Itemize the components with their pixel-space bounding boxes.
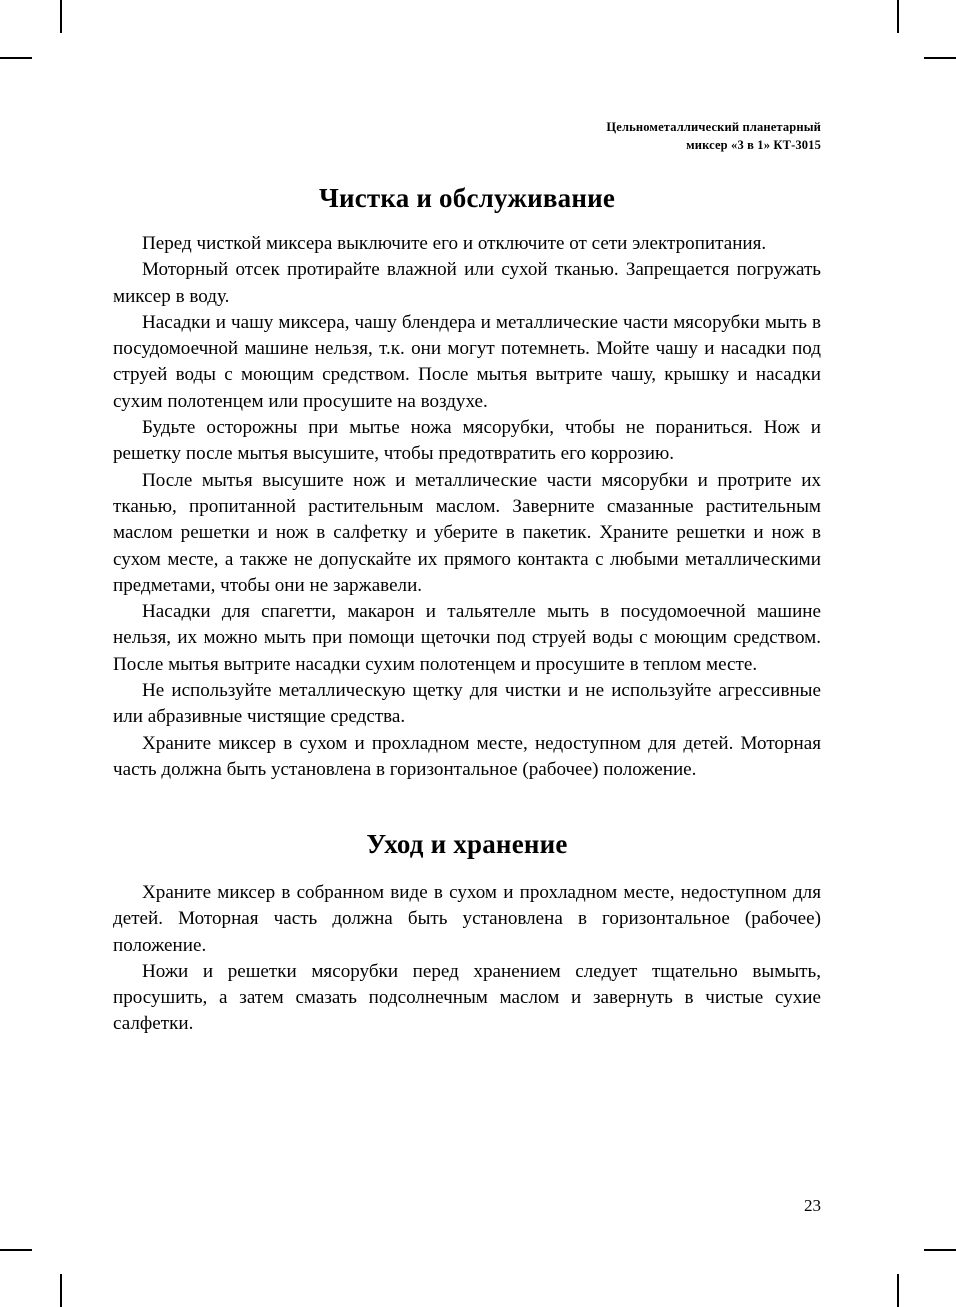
running-header: [113, 118, 821, 154]
paragraph: После мытья высушите нож и металлические части мясорубки и протрите их тканью, пропитанной растительным маслом. Заверните смазанные растительным маслом решетки и нож в салфетку и уберите в пакетик. Храните решетки и нож в сухом месте, а также не допускайте их прямого контакта с любыми металлическими предметами, чтобы они не заржавели.: [113, 469, 821, 596]
paragraph: Не используйте металлическую щетку для чистки и не используйте агрессивные или абразивные чистящие средства.: [113, 680, 821, 728]
paragraph: Ножи и решетки мясорубки перед хранением следует тщательно вымыть, просушить, а затем смазать подсолнечным маслом и завернуть в чистые сухие салфетки.: [113, 960, 821, 1035]
section-heading-cleaning: Чистка и обслуживание: [318, 183, 616, 213]
crop-mark-top-left-vertical: [60, 0, 62, 33]
running-header-line-2: миксер «3 в 1» КТ-3015: [686, 138, 821, 152]
crop-mark-bottom-left-horizontal: [0, 1249, 32, 1251]
page-content: [113, 0, 821, 1307]
section-body-storage: [113, 880, 821, 1038]
paragraph: Моторный отсек протирайте влажной или сухой тканью. Запрещается погружать миксер в воду.: [113, 259, 821, 307]
paragraph: Насадки для спагетти, макарон и тальятелле мыть в посудомоечной машине нельзя, их можно мыть при помощи щеточки под струей воды с моющим средством. После мытья вытрите насадки сухим полотенцем и просушите в теплом месте.: [113, 601, 821, 675]
crop-mark-top-left-horizontal: [0, 57, 32, 59]
crop-mark-top-right-vertical: [897, 0, 899, 33]
paragraph: Перед чисткой миксера выключите его и отключите от сети электропитания.: [142, 233, 767, 254]
paragraph: Храните миксер в сухом и прохладном месте, недоступном для детей. Моторная часть должна быть установлена в горизонтальное (рабочее) положение.: [113, 732, 821, 780]
paragraph: Будьте осторожны при мытье ножа мясорубки, чтобы не пораниться. Нож и решетку после мытья высушите, чтобы предотвратить его коррозию.: [113, 417, 821, 465]
paragraph: Храните миксер в собранном виде в сухом и прохладном месте, недоступном для детей. Моторная часть должна быть установлена в горизонтальное (рабочее) положение.: [113, 882, 821, 956]
crop-mark-top-right-horizontal: [924, 57, 956, 59]
running-header-line-1: Цельнометаллический планетарный: [606, 120, 821, 134]
crop-mark-bottom-right-vertical: [897, 1274, 899, 1307]
page-number: 23: [804, 1196, 821, 1215]
section-body-cleaning: [113, 231, 821, 783]
paragraph: Насадки и чашу миксера, чашу блендера и металлические части мясорубки мыть в посудомоечной машине нельзя, т.к. они могут потемнеть. Мойте чашу и насадки под струей воды с моющим средством. После мытья вытрите чашу, крышку и насадки сухим полотенцем или просушите на воздухе.: [113, 311, 821, 412]
crop-mark-bottom-left-vertical: [60, 1274, 62, 1307]
crop-mark-bottom-right-horizontal: [924, 1249, 956, 1251]
section-heading-storage: Уход и хранение: [366, 829, 568, 859]
